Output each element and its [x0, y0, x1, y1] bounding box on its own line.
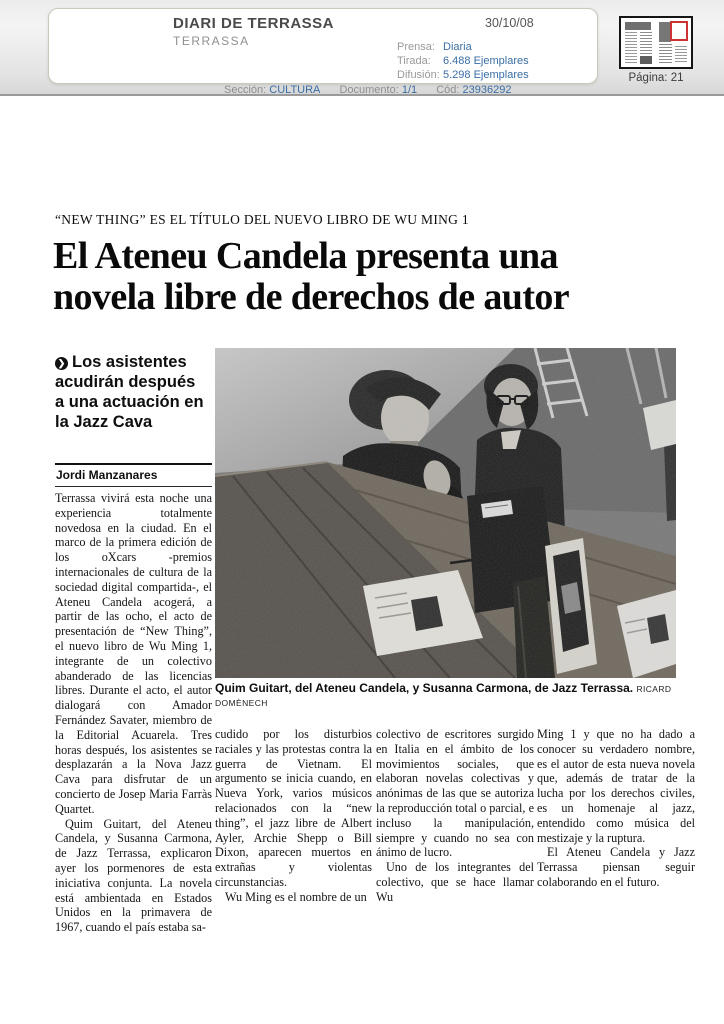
page-number-caption: [610, 72, 702, 84]
paragraph: colectivo de escritores surgido en Italia en el ámbito de los movimientos sociales, que elaboran novelas colectivas y anónimas de las que se autoriza la reproducción total o parcial, e incluso la manipulación, siempre y cuando no sea con ánimo de lucro.: [376, 727, 534, 860]
stat-value[interactable]: 5.298 Ejemplares: [443, 69, 529, 81]
paragraph: Ming 1 y que no ha dado a conocer su verdadero nombre, es el autor de esta nueva novela que, además de tratar de la lucha por los derechos civiles, es un homenaje al jazz, entendido como música del mestizaje y la ruptura.: [537, 727, 695, 845]
section-value[interactable]: CULTURA: [269, 84, 321, 96]
paragraph: Uno de los integrantes del colectivo, que se hace llamar Wu: [376, 860, 534, 904]
publication-date: 30/10/08: [485, 16, 534, 30]
stat-row-tirada: [397, 54, 529, 68]
section-label: Sección:: [224, 84, 267, 96]
body-column-4: [537, 727, 695, 890]
publication-city: TERRASSA: [173, 34, 250, 48]
paragraph: Quim Guitart, del Ateneu Candela, y Susanna Carmona, de Jazz Terrassa, explicaron ayer los pormenores de esta iniciativa conjunta. La novela está ambientada en Estados Unidos en la primavera de 1967, cuando el país estaba sa-: [55, 816, 212, 935]
stat-label: Prensa:: [397, 41, 435, 53]
article-photo: [215, 348, 676, 678]
thumbnail-right-page: [657, 20, 689, 65]
clipping-header-band: [0, 0, 724, 96]
paragraph: cudido por los disturbios raciales y las protestas contra la guerra de Vietnam. El argumento se inicia cuando, en Nueva York, varios músicos relacionados con la “new thing”, el jazz libre de Albert Ayler, Archie Shepp o Bill Dixon, aparecen muertos en extrañas y violentas circunstancias.: [215, 727, 372, 889]
thumbnail-left-page: [623, 20, 655, 65]
paragraph: El Ateneu Candela y Jazz Terrassa piensan seguir colaborando en el futuro.: [537, 845, 695, 889]
code-label: Cód:: [436, 84, 460, 96]
stat-row-prensa: [397, 40, 529, 54]
standfirst-text: Los asistentes acudirán después a una actuación en la Jazz Cava: [55, 353, 204, 432]
stat-row-difusion: [397, 68, 529, 82]
article-headline: [53, 236, 713, 318]
document-label: Documento:: [339, 84, 399, 96]
document-pair: [339, 84, 417, 96]
body-column-2: [215, 727, 372, 905]
headline-line-2: novela libre de derechos de autor: [53, 276, 570, 318]
paragraph: Wu Ming es el nombre de un: [225, 889, 367, 904]
byline-author: Jordi Manzanares: [55, 465, 212, 487]
document-value: 1/1: [401, 84, 418, 96]
photo-illustration: [215, 348, 676, 678]
page-label: Página:: [628, 72, 668, 84]
photo-caption: [215, 681, 676, 709]
caption-credit: RICARD DOMÈNECH: [215, 684, 672, 708]
headline-line-1: El Ateneu Candela presenta una: [53, 235, 558, 277]
section-bar: [224, 84, 527, 96]
article-standfirst: [55, 352, 209, 433]
body-column-3: [376, 727, 534, 905]
publication-name: DIARI DE TERRASSA: [173, 15, 335, 32]
code-value[interactable]: 23936292: [462, 84, 512, 96]
section-pair: [224, 84, 320, 96]
arrow-bullet-icon: ❯: [55, 357, 68, 370]
body-column-1: [55, 491, 212, 935]
code-pair: [436, 84, 511, 96]
caption-text: Quim Guitart, del Ateneu Candela, y Susanna Carmona, de Jazz Terrassa.: [215, 681, 634, 695]
clip-location-highlight: [670, 21, 688, 41]
page-number: 21: [670, 72, 684, 84]
article-kicker: “NEW THING” ES EL TÍTULO DEL NUEVO LIBRO DE WU MING 1: [55, 212, 469, 227]
stat-value[interactable]: 6.488 Ejemplares: [443, 55, 529, 67]
paragraph: Terrassa vivirá esta noche una experiencia totalmente novedosa en la ciudad. En el marco de la primera edición de los oXcars -premios internacionales de cultura de la sociedad digital compartida-, el Ateneu Candela acogerá, a partir de las ocho, el acto de presentación de “New Thing”, el nuevo libro de Wu Ming 1, integrante de un colectivo abanderado de las licencias libres. Durante el acto, el autor dialogará con Amador Fernández Savater, miembro de la Editorial Acuarela. Tres horas después, los asistentes se desplazarán a la Nova Jazz Cava para disfrutar de un concierto de Josep Maria Farràs Quartet.: [55, 491, 212, 816]
circulation-stats: [397, 40, 529, 82]
stat-label: Difusión:: [397, 69, 440, 81]
stat-label: Tirada:: [397, 55, 431, 67]
byline-block: [55, 463, 212, 487]
page-thumbnail[interactable]: [619, 16, 693, 69]
stat-value[interactable]: Diaria: [443, 41, 472, 53]
publication-card: [48, 8, 598, 84]
